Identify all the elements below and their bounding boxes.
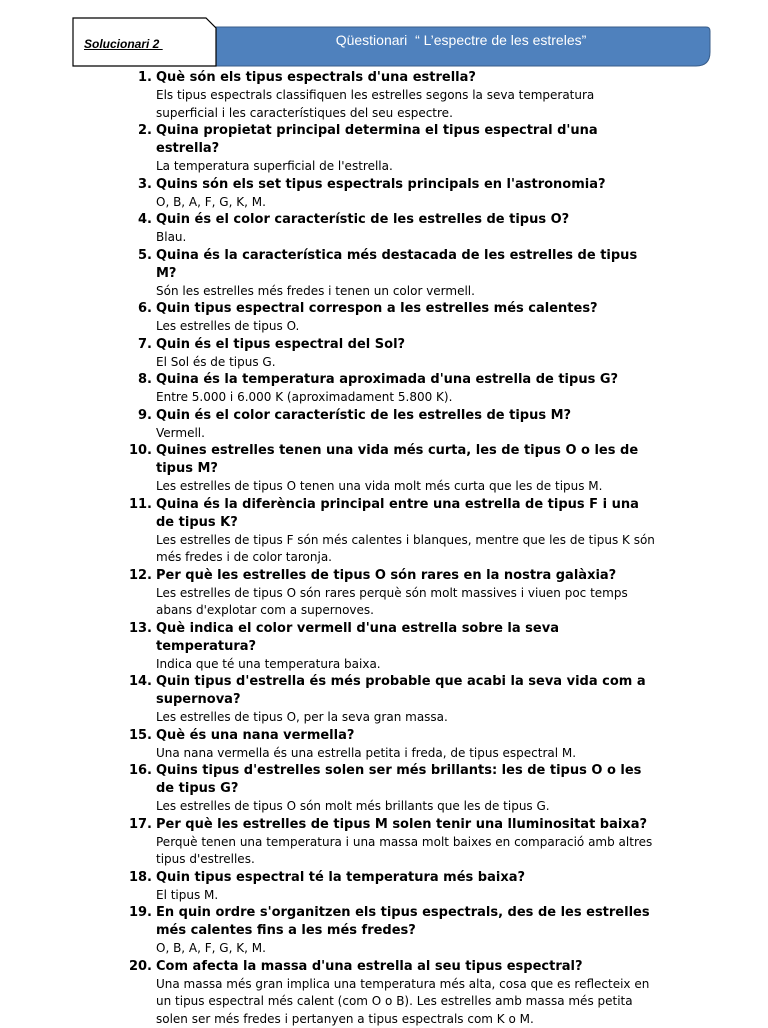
question-text: En quin ordre s'organitzen els tipus espectrals, des de les estrelles més calentes fins a les més fredes? [156, 904, 656, 940]
question-text: Quina propietat principal determina el tipus espectral d'una estrella? [156, 122, 656, 158]
question-item [128, 620, 656, 674]
question-item [128, 122, 656, 176]
answer-text: Perquè tenen una temperatura i una massa molt baixes en comparació amb altres tipus d'estrelles. [156, 834, 656, 869]
question-text: Per què les estrelles de tipus M solen tenir una lluminositat baixa? [156, 816, 656, 834]
question-number: 8. [128, 371, 152, 389]
question-text: Quina és la diferència principal entre una estrella de tipus F i una de tipus K? [156, 496, 656, 532]
question-item [128, 371, 656, 407]
answer-text: O, B, A, F, G, K, M. [156, 194, 656, 212]
question-text: Què són els tipus espectrals d'una estrella? [156, 69, 656, 87]
question-item [128, 176, 656, 212]
question-number: 3. [128, 176, 152, 194]
answer-text: Són les estrelles més fredes i tenen un color vermell. [156, 283, 656, 301]
question-number: 4. [128, 211, 152, 229]
answer-text: El tipus M. [156, 887, 656, 905]
question-text: Quin tipus d'estrella és més probable que acabi la seva vida com a supernova? [156, 673, 656, 709]
question-item [128, 904, 656, 958]
answer-text: Les estrelles de tipus O tenen una vida molt més curta que les de tipus M. [156, 478, 656, 496]
answer-text: Les estrelles de tipus O són molt més brillants que les de tipus G. [156, 798, 656, 816]
question-text: Quins són els set tipus espectrals principals en l'astronomia? [156, 176, 656, 194]
question-text: Què indica el color vermell d'una estrella sobre la seva temperatura? [156, 620, 656, 656]
question-item [128, 869, 656, 905]
question-item [128, 673, 656, 727]
answer-text: Les estrelles de tipus O són rares perquè són molt massives i viuen poc temps abans d'explotar com a supernoves. [156, 585, 656, 620]
question-number: 15. [128, 727, 152, 745]
question-number: 19. [128, 904, 152, 922]
answer-text: Les estrelles de tipus F són més calentes i blanques, mentre que les de tipus K són més fredes i de color taronja. [156, 532, 656, 567]
solucionari-tab-label: Solucionari 2 [84, 37, 163, 51]
question-item [128, 496, 656, 567]
question-number: 16. [128, 762, 152, 780]
answer-text: Una nana vermella és una estrella petita i freda, de tipus espectral M. [156, 745, 656, 763]
question-text: Quin és el tipus espectral del Sol? [156, 336, 656, 354]
question-item [128, 816, 656, 869]
question-number: 12. [128, 567, 152, 585]
question-item [128, 567, 656, 620]
question-item [128, 762, 656, 816]
question-number: 20. [128, 958, 152, 976]
question-number: 2. [128, 122, 152, 140]
question-text: Quin és el color característic de les estrelles de tipus O? [156, 211, 656, 229]
question-text: Quin tipus espectral correspon a les estrelles més calentes? [156, 300, 656, 318]
answer-text: Les estrelles de tipus O. [156, 318, 656, 336]
answer-text: Una massa més gran implica una temperatura més alta, cosa que es reflecteix en un tipus espectral més calent (com O o B). Les estrelles amb massa més petita solen ser més fredes i pertanyen a tipus espectrals com K o M. [156, 976, 656, 1028]
answer-text: O, B, A, F, G, K, M. [156, 940, 656, 958]
question-item [128, 958, 656, 1028]
answer-text: Vermell. [156, 425, 656, 443]
question-number: 9. [128, 407, 152, 425]
page-title: Qüestionari “ L’espectre de les estreles” [216, 32, 706, 48]
question-number: 6. [128, 300, 152, 318]
question-number: 10. [128, 442, 152, 460]
question-number: 5. [128, 247, 152, 265]
question-number: 13. [128, 620, 152, 638]
answer-text: El Sol és de tipus G. [156, 354, 656, 372]
question-text: Quina és la característica més destacada de les estrelles de tipus M? [156, 247, 656, 283]
question-text: Quin és el color característic de les estrelles de tipus M? [156, 407, 656, 425]
question-number: 18. [128, 869, 152, 887]
question-text: Quins tipus d'estrelles solen ser més brillants: les de tipus O o les de tipus G? [156, 762, 656, 798]
question-item [128, 336, 656, 372]
question-item [128, 442, 656, 496]
answer-text: La temperatura superficial de l'estrella. [156, 158, 656, 176]
question-item [128, 300, 656, 336]
answer-text: Les estrelles de tipus O, per la seva gran massa. [156, 709, 656, 727]
question-text: Quines estrelles tenen una vida més curta, les de tipus O o les de tipus M? [156, 442, 656, 478]
question-number: 17. [128, 816, 152, 834]
answer-text: Entre 5.000 i 6.000 K (aproximadament 5.800 K). [156, 389, 656, 407]
question-text: Quin tipus espectral té la temperatura més baixa? [156, 869, 656, 887]
answer-text: Els tipus espectrals classifiquen les estrelles segons la seva temperatura superficial i les característiques del seu espectre. [156, 87, 656, 122]
question-item [128, 211, 656, 247]
question-text: Què és una nana vermella? [156, 727, 656, 745]
question-number: 14. [128, 673, 152, 691]
answer-text: Blau. [156, 229, 656, 247]
question-number: 7. [128, 336, 152, 354]
answer-text: Indica que té una temperatura baixa. [156, 656, 656, 674]
question-list [128, 69, 656, 1028]
question-item [128, 69, 656, 122]
question-number: 11. [128, 496, 152, 514]
question-number: 1. [128, 69, 152, 87]
question-item [128, 407, 656, 443]
question-item [128, 247, 656, 301]
question-text: Per què les estrelles de tipus O són rares en la nostra galàxia? [156, 567, 656, 585]
question-text: Com afecta la massa d'una estrella al seu tipus espectral? [156, 958, 656, 976]
question-text: Quina és la temperatura aproximada d'una estrella de tipus G? [156, 371, 656, 389]
question-item [128, 727, 656, 763]
